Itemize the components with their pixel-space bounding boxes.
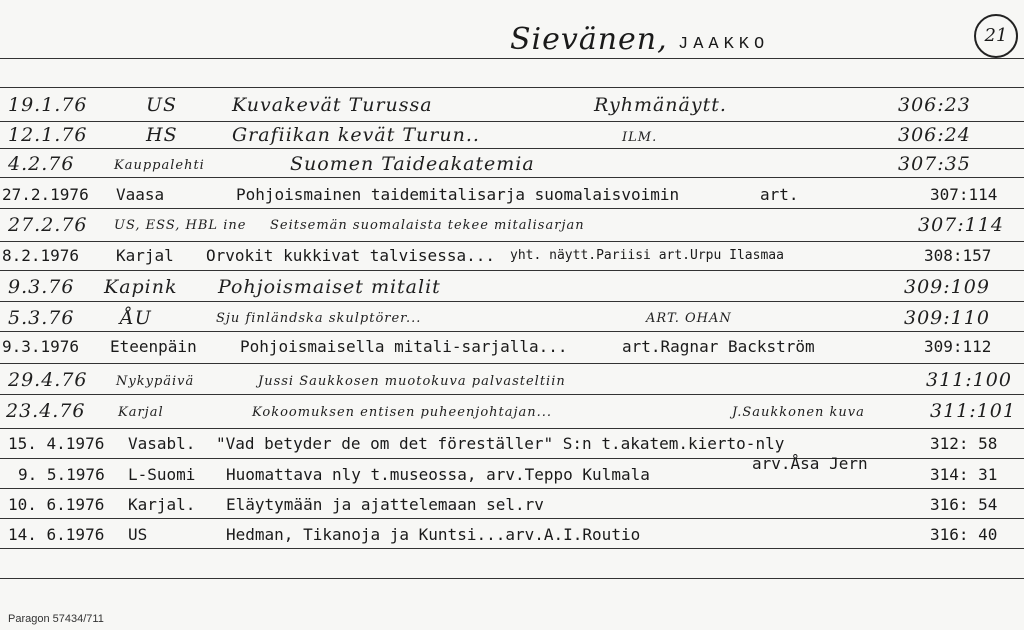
card-footer-print: Paragon 57434/711 <box>8 613 104 625</box>
table-row <box>0 214 1024 240</box>
entry-title: Eläytymään ja ajattelemaan sel.rv <box>226 495 544 514</box>
entry-note: yht. näytt.Pariisi art.Urpu Ilasmaa <box>510 248 784 263</box>
rule-line <box>0 363 1024 364</box>
entry-ref: 311:100 <box>926 369 1012 391</box>
table-row <box>0 153 1024 179</box>
entry-date: 23.4.76 <box>6 400 86 422</box>
entry-note: J.Saukkonen kuva <box>732 405 865 420</box>
table-row <box>0 94 1024 120</box>
entry-extra-note: arv.Åsa Jern <box>752 454 868 473</box>
header-rule <box>0 58 1024 59</box>
entry-paper: Kauppalehti <box>114 158 205 173</box>
table-row <box>0 369 1024 395</box>
entry-date: 10. 6.1976 <box>8 495 105 514</box>
entry-ref: 316: 54 <box>930 495 998 514</box>
entry-title: Grafiikan kevät Turun.. <box>232 124 480 146</box>
entry-note: art. <box>760 185 799 204</box>
entry-ref: 312: 58 <box>930 434 998 453</box>
entry-ref: 316: 40 <box>930 525 998 544</box>
rule-line <box>0 578 1024 579</box>
table-row <box>0 434 1024 460</box>
entry-paper: Kapink <box>104 276 178 298</box>
entry-title: Orvokit kukkivat talvisessa... <box>206 246 495 265</box>
entry-title: "Vad betyder de om det föreställer" S:n t.akatem.kierto-nly <box>216 434 785 453</box>
entry-title: Pohjoismaisella mitali-sarjalla... <box>240 337 568 356</box>
entry-paper: US <box>146 94 178 116</box>
rule-line <box>0 241 1024 242</box>
rule-line <box>0 428 1024 429</box>
entry-date: 27.2.76 <box>8 214 88 236</box>
table-row <box>0 400 1024 426</box>
table-row <box>0 307 1024 333</box>
entry-paper: Karjal <box>118 405 164 420</box>
table-row <box>0 124 1024 150</box>
entry-note: ILM. <box>622 130 658 145</box>
entry-title: Seitsemän suomalaista tekee mitalisarjan <box>270 218 585 233</box>
entry-paper: Karjal <box>116 246 174 265</box>
entry-date: 12.1.76 <box>8 124 88 146</box>
entry-date: 8.2.1976 <box>2 246 80 265</box>
entry-ref: 311:101 <box>930 400 1016 422</box>
entry-title: Huomattava nly t.museossa, arv.Teppo Kulmala <box>226 465 650 484</box>
table-row <box>0 465 1024 491</box>
entry-note: ART. OHAN <box>646 311 732 326</box>
table-row <box>0 276 1024 302</box>
entry-paper: Eteenpäin <box>110 337 197 356</box>
entry-paper: HS <box>146 124 178 146</box>
entry-title: Pohjoismainen taidemitalisarja suomalaisvoimin <box>236 185 680 204</box>
entry-ref: 314: 31 <box>930 465 998 484</box>
entry-title: Kokoomuksen entisen puheenjohtajan... <box>252 405 553 420</box>
entry-ref: 308:157 <box>924 246 992 265</box>
entry-title: Pohjoismaiset mitalit <box>218 276 441 298</box>
entry-title: Suomen Taideakatemia <box>290 153 535 175</box>
card-firstname: JAAKKO <box>678 35 770 54</box>
entry-ref: 307:35 <box>898 153 971 175</box>
entry-ref: 309:112 <box>924 337 992 356</box>
rule-line <box>0 87 1024 88</box>
entry-paper: ÅU <box>120 307 152 329</box>
table-row <box>0 246 1024 272</box>
entry-paper: Nykypäivä <box>116 374 195 389</box>
entry-ref: 306:24 <box>898 124 971 146</box>
entry-note: art.Ragnar Backström <box>622 337 815 356</box>
entry-date: 15. 4.1976 <box>8 434 105 453</box>
entry-paper: Karjal. <box>128 495 196 514</box>
entry-date: 19.1.76 <box>8 94 88 116</box>
entry-paper: Vaasa <box>116 185 165 204</box>
entry-paper: US <box>128 525 148 544</box>
entry-ref: 306:23 <box>898 94 971 116</box>
entry-ref: 309:110 <box>904 307 990 329</box>
entry-date: 9.3.1976 <box>2 337 80 356</box>
table-row <box>0 185 1024 211</box>
table-row <box>0 337 1024 363</box>
entry-ref: 309:109 <box>904 276 990 298</box>
card-number-circle: 21 <box>974 14 1018 58</box>
card-surname: Sievänen, <box>510 22 668 57</box>
rule-line <box>0 121 1024 122</box>
entry-paper: US, ESS, HBL ine <box>114 218 247 233</box>
entry-date: 5.3.76 <box>8 307 75 329</box>
entry-date: 9. 5.1976 <box>18 465 105 484</box>
entry-paper: L-Suomi <box>128 465 196 484</box>
entry-date: 29.4.76 <box>8 369 88 391</box>
entry-date: 4.2.76 <box>8 153 75 175</box>
entry-ref: 307:114 <box>930 185 998 204</box>
entry-date: 27.2.1976 <box>2 185 89 204</box>
entry-date: 14. 6.1976 <box>8 525 105 544</box>
entry-ref: 307:114 <box>918 214 1004 236</box>
entry-note: Ryhmänäytt. <box>594 94 727 116</box>
entry-paper: Vasabl. <box>128 434 196 453</box>
table-row <box>0 525 1024 551</box>
entry-title: Hedman, Tikanoja ja Kuntsi...arv.A.I.Routio <box>226 525 641 544</box>
entry-title: Kuvakevät Turussa <box>232 94 433 116</box>
entry-title: Jussi Saukkosen muotokuva palvasteltiin <box>258 374 566 389</box>
entry-title: Sju finländska skulptörer... <box>216 311 422 326</box>
table-row <box>0 495 1024 521</box>
entry-date: 9.3.76 <box>8 276 75 298</box>
